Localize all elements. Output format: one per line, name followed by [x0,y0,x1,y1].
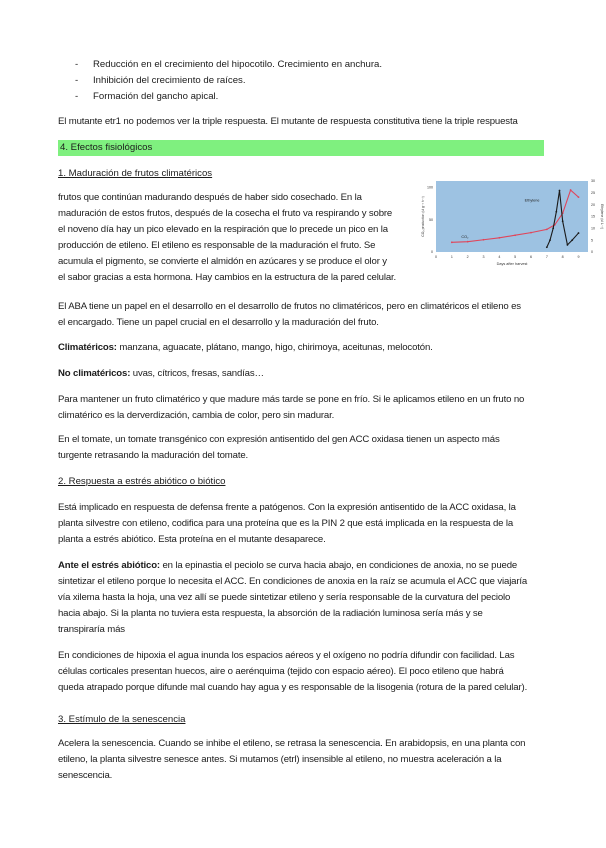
x-tick-label: 5 [514,255,517,259]
paragraph-frio [58,392,544,424]
paragraph-climatericos-intro [58,190,408,286]
paragraph-line: vía xilema hasta la hoja, una vez allí se puede sintetizar etileno y sería responsable de la curvatura del peciolo [58,592,511,603]
data-point [546,246,548,248]
bullet-text: Formación del gancho apical. [93,91,219,102]
section-title-bar: 4. Efectos fisiológicos [58,140,544,156]
paragraph-line: En el tomate, un tomate transgénico con expresión antisentido del gen ACC oxidasa tienen un aspecto más [58,434,500,445]
data-point [467,241,469,243]
data-point [559,190,561,192]
x-tick-label: 9 [577,255,580,259]
paragraph-line: frutos que continúan madurando después de haber sido cosechado. En la [58,192,362,203]
x-axis-label: Days after harvest [496,262,528,266]
data-point [549,239,551,241]
ethylene-respiration-chart [418,176,606,268]
paragraph-defensa [58,500,544,548]
bullet-dash: - [75,91,79,102]
series-label-co2: CO₂ [461,234,469,239]
x-tick-label: 3 [482,255,485,259]
y-left-tick-label: 0 [431,250,433,255]
paragraph-line: maduración de estos frutos, después de la cosecha el fruto va respirando y sobre [58,208,393,219]
x-tick-label: 1 [450,255,453,259]
series-label-ethylene: Ethylene [524,198,540,203]
paragraph-line: planta silvestre con etileno, codifica para una proteína que es la PIN 2 que está implicada en la respuesta de la [58,518,514,529]
heading-maduracion: 1. Maduración de frutos climatéricos [58,168,213,179]
paragraph-line: El mutante etr1 no podemos ver la triple respuesta. El mutante de respuesta constitutiva tiene la triple respuesta [58,116,518,127]
paragraph-line: Está implicado en respuesta de defensa frente a patógenos. Con la expresión antisentido de la ACC oxidasa, la [58,502,516,513]
paragraph-line: el sabor gracias a esta hormona. Hay cambios en la estructura de la pared celular. [58,272,397,283]
bullet-item [75,73,382,89]
data-point [567,244,569,246]
data-point [483,239,485,241]
x-tick-label: 2 [466,255,469,259]
y-right-tick-label: 20 [591,202,595,207]
paragraph-climatericos-list [58,340,544,356]
y-right-tick-label: 0 [591,250,593,255]
y-left-axis-label: CO₂ production (ul g⁻¹ h⁻¹) [421,196,425,237]
chart-svg [418,176,606,268]
paragraph-no-climatericos-list [58,366,544,382]
paragraph-line: producción de etileno. El etileno es responsable de la maduración el fruto. Se [58,240,376,251]
label-no-climatericos: No climatéricos: [58,368,131,379]
paragraph-line: sintetizar el etileno porque lo necesita el ACC. En condiciones de anoxia en la raíz se acumula el ACC que viajaría [58,576,528,587]
paragraph-line: hacia abajo. Si la planta no tuviera esta respuesta, la absorción de la radiación luminosa sería más y se [58,608,483,619]
x-tick-label: 7 [545,255,548,259]
data-point [570,189,572,191]
data-point [530,232,532,234]
paragraph-hipoxia [58,648,544,696]
data-point [514,234,516,236]
y-right-tick-label: 5 [591,238,593,243]
x-tick-label: 4 [498,255,501,259]
paragraph-line: Acelera la senescencia. Cuando se inhibe el etileno, se retrasa la senescencia. En arabidopsis, en una planta con [58,738,526,749]
paragraph-line: climatérico es la derverdización, cambia de color, pero sin madurar. [58,410,335,421]
heading-estres: 2. Respuesta a estrés abiótico o biótico [58,476,226,487]
paragraph-line: etileno, la planta silvestre senesce antes. Si mutamos (etrl) insensible al etileno, no muestra aceleración a la [58,754,502,765]
y-left-tick-label: 100 [427,185,433,190]
paragraph-senescencia [58,736,544,784]
x-tick-label: 8 [561,255,564,259]
paragraph-tomate [58,432,544,464]
data-point [578,196,580,198]
paragraph-line: el noveno día hay un pico elevado en la respiración que lo precede un pico en la [58,224,388,235]
x-tick-label: 0 [435,255,437,259]
data-point [578,232,580,234]
data-point [451,241,453,243]
x-tick-label: 6 [530,255,532,259]
paragraph-line: queda atrapado porque difunde mal cuando hay agua y es responsable de la lisogenia (rotura de la pared celular). [58,682,528,693]
label-estres-abiotico: Ante el estrés abiótico: [58,560,160,571]
bullet-dash: - [75,59,79,70]
heading-senescencia: 3. Estímulo de la senescencia [58,714,186,725]
y-right-tick-label: 30 [591,179,595,184]
paragraph-line: células corticales presentan huecos, aire o aerénquima (tejido con espacio aéreo). El poco etileno que habrá [58,666,504,677]
bullet-item [75,57,382,73]
bullet-text: Inhibición del crecimiento de raíces. [93,75,246,86]
bullet-item [75,89,382,105]
paragraph-line: transpiraría más [58,624,125,635]
paragraph-line: el encargado. Tiene un papel crucial en el desarrollo y la maduración del fruto. [58,317,379,328]
paragraph-line: turgente retrasando la maduración del tomate. [58,450,249,461]
y-left-tick-label: 50 [429,217,433,222]
data-point [552,227,554,229]
data-point [571,239,573,241]
bullet-text: Reducción en el crecimiento del hipocotilo. Crecimiento en anchura. [93,59,383,70]
paragraph-line: acumula el pigmento, se convierte el almidón en azúcares y se produce el olor y [58,256,387,267]
mutant-paragraph [58,114,544,130]
paragraph-line: Para mantener un fruto climatérico y que madure más tarde se pone en frío. Si le aplicamos etileno en un fruto no [58,394,525,405]
paragraph-aba [58,299,544,331]
data-point [546,229,548,231]
data-point [562,220,564,222]
bullet-list [75,57,382,105]
plot-background [436,181,588,252]
bullet-dash: - [75,75,79,86]
paragraph-line: en la epinastia el peciolo se curva hacia abajo, en condiciones de anoxia, no se puede [159,560,518,571]
data-point [498,237,500,239]
y-right-tick-label: 25 [591,191,595,196]
y-right-tick-label: 10 [591,226,595,231]
data-point [555,211,557,213]
paragraph-line: planta a estrés abiótico. Esta proteína en el mutante desaparece. [58,534,326,545]
y-right-tick-label: 15 [591,214,595,219]
paragraph-line: senescencia. [58,770,113,781]
label-climatericos: Climatéricos: [58,342,117,353]
paragraph-estres-abiotico [58,558,544,638]
y-right-axis-label: Ethylene (ul L⁻¹) [600,204,604,229]
list-no-climatericos: uvas, cítricos, fresas, sandías… [130,368,264,379]
list-climatericos: manzana, aguacate, plátano, mango, higo, chirimoya, aceitunas, melocotón. [116,342,433,353]
paragraph-line: El ABA tiene un papel en el desarrollo en el desarrollo de frutos no climatéricos, pero en climatéricos el etileno es [58,301,521,312]
paragraph-line: En condiciones de hipoxia el agua inunda los espacios aéreos y el oxígeno no podría difundir con facilidad. Las [58,650,515,661]
